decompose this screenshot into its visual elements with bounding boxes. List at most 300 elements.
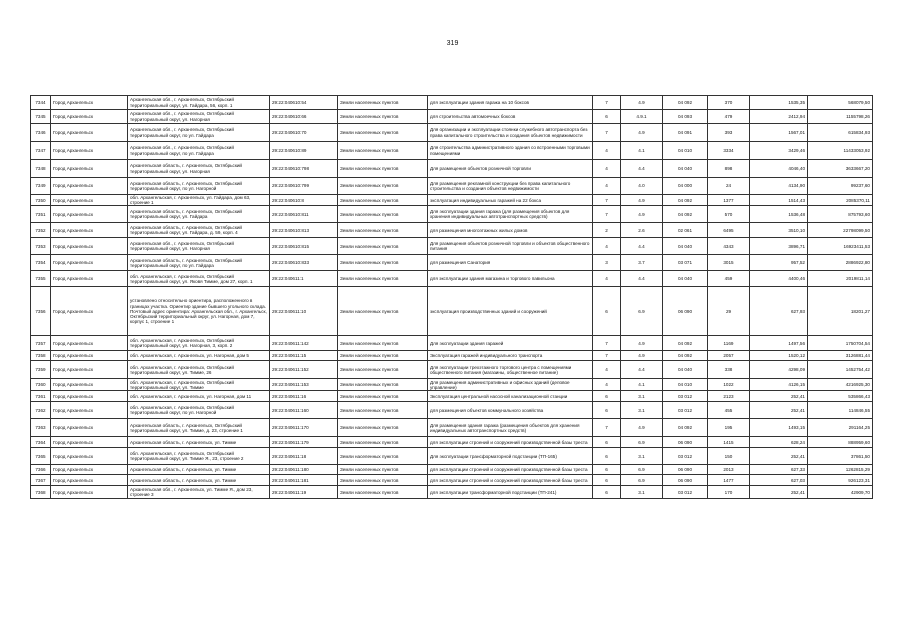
address-cell: Архангельская область, г. Архангельск, Октябрьский территориальный округ, по ул. Нагорной bbox=[128, 178, 270, 195]
cadastral-number-cell: 29:22:040611:18 bbox=[270, 448, 338, 465]
area-cell: 1377 bbox=[708, 195, 750, 206]
area-cell: 459 bbox=[708, 271, 750, 287]
municipality-cell: Город Архангельск bbox=[51, 178, 128, 195]
group-cell: 7 bbox=[593, 206, 621, 223]
cadastral-number-cell: 29:22:040611:179 bbox=[270, 437, 338, 448]
municipality-cell: Город Архангельск bbox=[51, 110, 128, 124]
address-cell: Архангельская область, г. Архангельск, Октябрьский территориальный округ, по ул. Гайдара bbox=[128, 255, 270, 271]
land-category-cell: Земли населенных пунктов bbox=[338, 336, 428, 351]
group-cell: 4 bbox=[593, 142, 621, 160]
group-cell: 3 bbox=[593, 255, 621, 271]
cadastral-number-cell: 29:22:040611:180 bbox=[270, 465, 338, 475]
cadastral-number-cell: 29:22:040610:66 bbox=[270, 110, 338, 124]
municipality-cell: Город Архангельск bbox=[51, 206, 128, 223]
row-number: 7367 bbox=[31, 475, 51, 486]
area-cell: 29 bbox=[708, 287, 750, 336]
area-cell: 6495 bbox=[708, 223, 750, 238]
vri-code-cell: 04 040 bbox=[663, 238, 708, 255]
permitted-use-cell: Для размещения административных и офисных зданий (деловое управление) bbox=[428, 379, 593, 391]
cadastral-number-cell: 29:22:040611:1 bbox=[270, 271, 338, 287]
use-code-cell: 4.9 bbox=[621, 351, 663, 361]
cadastral-value-cell: 114846,55 bbox=[808, 402, 873, 419]
permitted-use-cell: Для размещения рекламной конструкции без права капитального строительства и создания объектов недвижимости bbox=[428, 178, 593, 195]
specific-value-cell: 3429,46 bbox=[750, 142, 808, 160]
table-row bbox=[31, 361, 873, 379]
group-cell: 6 bbox=[593, 287, 621, 336]
cadastral-number-cell: 29:22:040611:160 bbox=[270, 402, 338, 419]
cadastral-value-cell: 3126881,44 bbox=[808, 351, 873, 361]
vri-code-cell: 04 040 bbox=[663, 160, 708, 178]
use-code-cell: 4.4 bbox=[621, 238, 663, 255]
area-cell: 1415 bbox=[708, 437, 750, 448]
address-cell: Архангельская обл., г. Архангельск, Октябрьский территориальный округ, ул. Нагорная bbox=[128, 110, 270, 124]
municipality-cell: Город Архангельск bbox=[51, 255, 128, 271]
use-code-cell: 4.1 bbox=[621, 379, 663, 391]
permitted-use-cell: для эксплуатации строений и сооружений производственной базы треста bbox=[428, 475, 593, 486]
row-number: 7365 bbox=[31, 448, 51, 465]
area-cell: 150 bbox=[708, 448, 750, 465]
vri-code-cell: 04 092 bbox=[663, 96, 708, 110]
cadastral-value-cell: 535866,43 bbox=[808, 391, 873, 402]
row-number: 7359 bbox=[31, 361, 51, 379]
address-cell: обл. Архангельская, г. Архангельск, Октябрьский территориальный округ, по ул. Нагорной bbox=[128, 402, 270, 419]
cadastral-value-table bbox=[30, 95, 873, 499]
use-code-cell: 3.1 bbox=[621, 402, 663, 419]
vri-code-cell: 02 061 bbox=[663, 223, 708, 238]
row-number: 7347 bbox=[31, 142, 51, 160]
cadastral-value-cell: 2085370,11 bbox=[808, 195, 873, 206]
land-category-cell: Земли населенных пунктов bbox=[338, 402, 428, 419]
land-category-cell: Земли населенных пунктов bbox=[338, 271, 428, 287]
cadastral-value-cell: 4216925,30 bbox=[808, 379, 873, 391]
table-row bbox=[31, 336, 873, 351]
use-code-cell: 3.7 bbox=[621, 255, 663, 271]
cadastral-value-cell: 22798099,50 bbox=[808, 223, 873, 238]
permitted-use-cell: для размещения объектов коммунального хозяйства bbox=[428, 402, 593, 419]
use-code-cell: 6.9 bbox=[621, 287, 663, 336]
vri-code-cell: 03 012 bbox=[663, 448, 708, 465]
area-cell: 1169 bbox=[708, 336, 750, 351]
row-number: 7358 bbox=[31, 351, 51, 361]
vri-code-cell: 04 091 bbox=[663, 124, 708, 142]
cadastral-number-cell: 29:22:040611:19 bbox=[270, 486, 338, 499]
group-cell: 6 bbox=[593, 437, 621, 448]
land-category-cell: Земли населенных пунктов bbox=[338, 287, 428, 336]
cadastral-number-cell: 29:22:040611:153 bbox=[270, 379, 338, 391]
specific-value-cell: 627,93 bbox=[750, 287, 808, 336]
vri-code-cell: 06 090 bbox=[663, 287, 708, 336]
land-category-cell: Земли населенных пунктов bbox=[338, 475, 428, 486]
cadastral-number-cell: 29:22:040610:54 bbox=[270, 96, 338, 110]
area-cell: 479 bbox=[708, 110, 750, 124]
row-number: 7357 bbox=[31, 336, 51, 351]
cadastral-value-cell: 926123,31 bbox=[808, 475, 873, 486]
table-row bbox=[31, 195, 873, 206]
land-category-cell: Земли населенных пунктов bbox=[338, 361, 428, 379]
permitted-use-cell: эксплуатация производственных зданий и сооружений bbox=[428, 287, 593, 336]
use-code-cell: 4.9 bbox=[621, 195, 663, 206]
permitted-use-cell: Для эксплуатации здания гаражей bbox=[428, 336, 593, 351]
row-number: 7353 bbox=[31, 238, 51, 255]
table-row bbox=[31, 391, 873, 402]
row-number: 7346 bbox=[31, 124, 51, 142]
municipality-cell: Город Архангельск bbox=[51, 223, 128, 238]
address-cell: обл. Архангельская, г. Архангельск, ул. Гайдара, дом 63, строение 1 bbox=[128, 195, 270, 206]
row-number: 7349 bbox=[31, 178, 51, 195]
table-row bbox=[31, 419, 873, 437]
land-category-cell: Земли населенных пунктов bbox=[338, 160, 428, 178]
cadastral-number-cell: 29:22:040611:152 bbox=[270, 361, 338, 379]
table-row bbox=[31, 402, 873, 419]
vri-code-cell: 03 012 bbox=[663, 402, 708, 419]
permitted-use-cell: для эксплуатации трансформаторной подстанции (ТП-241) bbox=[428, 486, 593, 499]
specific-value-cell: 4126,15 bbox=[750, 379, 808, 391]
area-cell: 24 bbox=[708, 178, 750, 195]
row-number: 7362 bbox=[31, 402, 51, 419]
vri-code-cell: 04 092 bbox=[663, 195, 708, 206]
vri-code-cell: 04 010 bbox=[663, 142, 708, 160]
use-code-cell: 4.4 bbox=[621, 271, 663, 287]
address-cell: обл. Архангельская, г. Архангельск, ул. Нагорная, дом 5 bbox=[128, 351, 270, 361]
group-cell: 4 bbox=[593, 160, 621, 178]
permitted-use-cell: Для организации и эксплуатации стоянки служебного автотранспорта без права капитального строительства и создания объектов недвижимости bbox=[428, 124, 593, 142]
cadastral-number-cell: 29:22:040611:170 bbox=[270, 419, 338, 437]
vri-code-cell: 04 093 bbox=[663, 110, 708, 124]
group-cell: 4 bbox=[593, 361, 621, 379]
use-code-cell: 2.6 bbox=[621, 223, 663, 238]
permitted-use-cell: для эксплуатации здания магазина и торгового павильона bbox=[428, 271, 593, 287]
group-cell: 2 bbox=[593, 223, 621, 238]
group-cell: 4 bbox=[593, 379, 621, 391]
area-cell: 338 bbox=[708, 361, 750, 379]
municipality-cell: Город Архангельск bbox=[51, 419, 128, 437]
cadastral-number-cell: 29:22:040611:181 bbox=[270, 475, 338, 486]
cadastral-number-cell: 29:22:040610:798 bbox=[270, 160, 338, 178]
use-code-cell: 4.9 bbox=[621, 206, 663, 223]
group-cell: 6 bbox=[593, 465, 621, 475]
use-code-cell: 4.9.1 bbox=[621, 110, 663, 124]
address-cell: Архангельская область, г. Архангельск, ул. Тимме bbox=[128, 437, 270, 448]
specific-value-cell: 1520,12 bbox=[750, 351, 808, 361]
land-category-cell: Земли населенных пунктов bbox=[338, 391, 428, 402]
address-cell: обл. Архангельская, г. Архангельск, Октябрьский территориальный округ, ул. Тимме, 26 bbox=[128, 361, 270, 379]
cadastral-value-cell: 11433053,92 bbox=[808, 142, 873, 160]
address-cell: обл. Архангельская, г. Архангельск, Октябрьский территориальный округ, ул. Тимме bbox=[128, 379, 270, 391]
row-number: 7351 bbox=[31, 206, 51, 223]
cadastral-value-cell: 37861,50 bbox=[808, 448, 873, 465]
group-cell: 7 bbox=[593, 96, 621, 110]
land-category-cell: Земли населенных пунктов bbox=[338, 195, 428, 206]
use-code-cell: 4.4 bbox=[621, 361, 663, 379]
land-category-cell: Земли населенных пунктов bbox=[338, 96, 428, 110]
table-row bbox=[31, 287, 873, 336]
municipality-cell: Город Архангельск bbox=[51, 361, 128, 379]
table-row bbox=[31, 465, 873, 475]
table-row bbox=[31, 351, 873, 361]
table-row bbox=[31, 379, 873, 391]
address-cell: Архангельская область, г. Архангельск, ул. Тимме bbox=[128, 465, 270, 475]
specific-value-cell: 1497,56 bbox=[750, 336, 808, 351]
specific-value-cell: 1493,15 bbox=[750, 419, 808, 437]
cadastral-number-cell: 29:22:040611:15 bbox=[270, 351, 338, 361]
municipality-cell: Город Архангельск bbox=[51, 465, 128, 475]
cadastral-value-cell: 291164,25 bbox=[808, 419, 873, 437]
address-cell: установлено относительно ориентира, расположенного в границах участка. Ориентир здание бывшего угольного склада. Почтовый адрес ориентира: Архангельская обл., г. Архангельск, Октябрьский территориальный округ, ул. Нагорная, дом 7, корпус 1, строение 1 bbox=[128, 287, 270, 336]
row-number: 7363 bbox=[31, 419, 51, 437]
group-cell: 4 bbox=[593, 178, 621, 195]
row-number: 7352 bbox=[31, 223, 51, 238]
vri-code-cell: 04 000 bbox=[663, 178, 708, 195]
municipality-cell: Город Архангельск bbox=[51, 124, 128, 142]
permitted-use-cell: для размещения многоэтажных жилых домов bbox=[428, 223, 593, 238]
cadastral-number-cell: 29:22:040611:142 bbox=[270, 336, 338, 351]
cadastral-value-cell: 42909,70 bbox=[808, 486, 873, 499]
use-code-cell: 4.1 bbox=[621, 142, 663, 160]
row-number: 7364 bbox=[31, 437, 51, 448]
cadastral-value-cell: 99237,60 bbox=[808, 178, 873, 195]
address-cell: Архангельская обл., г. Архангельск, Октябрьский территориальный округ, по ул. Гайдара bbox=[128, 142, 270, 160]
area-cell: 898 bbox=[708, 160, 750, 178]
address-cell: Архангельская область, г. Архангельск, ул. Тимме bbox=[128, 475, 270, 486]
permitted-use-cell: Для эксплуатации здания гаража (для размещения объектов для хранения индивидуальных автотранспортных средств) bbox=[428, 206, 593, 223]
table-row bbox=[31, 96, 873, 110]
address-cell: обл. Архангельская, г. Архангельск, Октябрьский территориальный округ, ул. Яковя Тимме, дом 27, корп. 1 bbox=[128, 271, 270, 287]
group-cell: 7 bbox=[593, 336, 621, 351]
table-row bbox=[31, 475, 873, 486]
cadastral-number-cell: 29:22:040610:8 bbox=[270, 195, 338, 206]
cadastral-value-cell: 1452754,42 bbox=[808, 361, 873, 379]
cadastral-number-cell: 29:22:040611:16 bbox=[270, 391, 338, 402]
land-category-cell: Земли населенных пунктов bbox=[338, 223, 428, 238]
row-number: 7356 bbox=[31, 287, 51, 336]
land-category-cell: Земли населенных пунктов bbox=[338, 178, 428, 195]
vri-code-cell: 06 090 bbox=[663, 475, 708, 486]
municipality-cell: Город Архангельск bbox=[51, 271, 128, 287]
permitted-use-cell: для размещения Санатория bbox=[428, 255, 593, 271]
permitted-use-cell: эксплуатация индивидуальных гаражей на 22 бокса bbox=[428, 195, 593, 206]
address-cell: Архангельская область, г. Архангельск, Октябрьский территориальный округ, ул. Гайдара bbox=[128, 206, 270, 223]
cadastral-value-cell: 2886922,80 bbox=[808, 255, 873, 271]
cadastral-number-cell: 29:22:040610:813 bbox=[270, 223, 338, 238]
page-number: 319 bbox=[446, 40, 459, 47]
address-cell: Архангельская обл., г. Архангельск, Октябрьский территориальный округ, по ул. Гайдара bbox=[128, 124, 270, 142]
cadastral-value-cell: 1262815,29 bbox=[808, 465, 873, 475]
specific-value-cell: 628,24 bbox=[750, 437, 808, 448]
municipality-cell: Город Архангельск bbox=[51, 238, 128, 255]
table-row bbox=[31, 110, 873, 124]
cadastral-number-cell: 29:22:040610:815 bbox=[270, 238, 338, 255]
row-number: 7361 bbox=[31, 391, 51, 402]
area-cell: 4343 bbox=[708, 238, 750, 255]
cadastral-value-cell: 1750704,54 bbox=[808, 336, 873, 351]
use-code-cell: 4.0 bbox=[621, 178, 663, 195]
use-code-cell: 3.1 bbox=[621, 448, 663, 465]
cadastral-value-cell: 615834,93 bbox=[808, 124, 873, 142]
area-cell: 170 bbox=[708, 486, 750, 499]
municipality-cell: Город Архангельск bbox=[51, 351, 128, 361]
permitted-use-cell: для строительства автомоечных боксов bbox=[428, 110, 593, 124]
land-category-cell: Земли населенных пунктов bbox=[338, 351, 428, 361]
group-cell: 7 bbox=[593, 124, 621, 142]
table-row bbox=[31, 437, 873, 448]
municipality-cell: Город Архангельск bbox=[51, 486, 128, 499]
municipality-cell: Город Архангельск bbox=[51, 402, 128, 419]
specific-value-cell: 3510,10 bbox=[750, 223, 808, 238]
use-code-cell: 6.9 bbox=[621, 475, 663, 486]
area-cell: 195 bbox=[708, 419, 750, 437]
vri-code-cell: 04 092 bbox=[663, 336, 708, 351]
land-category-cell: Земли населенных пунктов bbox=[338, 419, 428, 437]
row-number: 7344 bbox=[31, 96, 51, 110]
cadastral-number-cell: 29:22:040611:10 bbox=[270, 287, 338, 336]
land-category-cell: Земли населенных пунктов bbox=[338, 124, 428, 142]
table-row bbox=[31, 206, 873, 223]
use-code-cell: 4.9 bbox=[621, 124, 663, 142]
specific-value-cell: 4134,90 bbox=[750, 178, 808, 195]
use-code-cell: 3.1 bbox=[621, 391, 663, 402]
address-cell: обл. Архангельская, г. Архангельск, Октябрьский территориальный округ, ул. Тимме Я., 23, строение 2 bbox=[128, 448, 270, 465]
group-cell: 7 bbox=[593, 351, 621, 361]
use-code-cell: 6.9 bbox=[621, 465, 663, 475]
row-number: 7348 bbox=[31, 160, 51, 178]
table-row bbox=[31, 448, 873, 465]
cadastral-value-cell: 875793,60 bbox=[808, 206, 873, 223]
permitted-use-cell: Эксплуатация центральной насосной канализационной станции bbox=[428, 391, 593, 402]
address-cell: Архангельская обл., г. Архангельск, Октябрьский территориальный округ, ул. Нагорная bbox=[128, 238, 270, 255]
specific-value-cell: 4400,46 bbox=[750, 271, 808, 287]
cadastral-value-cell: 568079,50 bbox=[808, 96, 873, 110]
vri-code-cell: 06 090 bbox=[663, 465, 708, 475]
group-cell: 6 bbox=[593, 110, 621, 124]
permitted-use-cell: для эксплуатации строений и сооружений производственной базы треста bbox=[428, 465, 593, 475]
specific-value-cell: 3896,71 bbox=[750, 238, 808, 255]
group-cell: 6 bbox=[593, 391, 621, 402]
group-cell: 6 bbox=[593, 486, 621, 499]
address-cell: обл. Архангельская, г. Архангельск, Октябрьский территориальный округ, ул. Нагорная, 3, корп. 2 bbox=[128, 336, 270, 351]
specific-value-cell: 252,41 bbox=[750, 448, 808, 465]
land-category-cell: Земли населенных пунктов bbox=[338, 448, 428, 465]
vri-code-cell: 04 010 bbox=[663, 379, 708, 391]
table-row bbox=[31, 142, 873, 160]
land-category-cell: Земли населенных пунктов bbox=[338, 379, 428, 391]
use-code-cell: 6.9 bbox=[621, 437, 663, 448]
vri-code-cell: 03 012 bbox=[663, 486, 708, 499]
group-cell: 4 bbox=[593, 238, 621, 255]
table-row bbox=[31, 255, 873, 271]
group-cell: 6 bbox=[593, 402, 621, 419]
land-category-cell: Земли населенных пунктов bbox=[338, 142, 428, 160]
address-cell: Архангельская область, г. Архангельск, Октябрьский территориальный округ, ул. Нагорная bbox=[128, 160, 270, 178]
specific-value-cell: 957,52 bbox=[750, 255, 808, 271]
municipality-cell: Город Архангельск bbox=[51, 195, 128, 206]
cadastral-value-cell: 3633667,20 bbox=[808, 160, 873, 178]
cadastral-number-cell: 29:22:040610:70 bbox=[270, 124, 338, 142]
vri-code-cell: 03 012 bbox=[663, 391, 708, 402]
area-cell: 393 bbox=[708, 124, 750, 142]
row-number: 7345 bbox=[31, 110, 51, 124]
land-category-cell: Земли населенных пунктов bbox=[338, 206, 428, 223]
specific-value-cell: 1514,43 bbox=[750, 195, 808, 206]
vri-code-cell: 04 092 bbox=[663, 206, 708, 223]
specific-value-cell: 627,03 bbox=[750, 475, 808, 486]
cadastral-value-cell: 2019811,14 bbox=[808, 271, 873, 287]
municipality-cell: Город Архангельск bbox=[51, 448, 128, 465]
land-category-cell: Земли населенных пунктов bbox=[338, 255, 428, 271]
specific-value-cell: 4298,09 bbox=[750, 361, 808, 379]
permitted-use-cell: для эксплуатации строений и сооружений производственной базы треста bbox=[428, 437, 593, 448]
table-row bbox=[31, 223, 873, 238]
specific-value-cell: 1535,35 bbox=[750, 96, 808, 110]
address-cell: Архангельская область, г. Архангельск, Октябрьский территориальный округ, ул. Тимме, д. 23, строение 1 bbox=[128, 419, 270, 437]
use-code-cell: 4.9 bbox=[621, 336, 663, 351]
area-cell: 2123 bbox=[708, 391, 750, 402]
row-number: 7350 bbox=[31, 195, 51, 206]
land-category-cell: Земли населенных пунктов bbox=[338, 465, 428, 475]
permitted-use-cell: Эксплуатация гаражей индивидуального транспорта bbox=[428, 351, 593, 361]
area-cell: 3015 bbox=[708, 255, 750, 271]
cadastral-value-cell: 1155798,26 bbox=[808, 110, 873, 124]
use-code-cell: 3.1 bbox=[621, 486, 663, 499]
vri-code-cell: 04 040 bbox=[663, 361, 708, 379]
permitted-use-cell: Для эксплуатации трехэтажного торгового центра с помещениями общественного питания (магазины, общественное питание) bbox=[428, 361, 593, 379]
specific-value-cell: 1536,48 bbox=[750, 206, 808, 223]
municipality-cell: Город Архангельск bbox=[51, 475, 128, 486]
specific-value-cell: 252,41 bbox=[750, 391, 808, 402]
specific-value-cell: 1567,01 bbox=[750, 124, 808, 142]
cadastral-value-cell: 16923411,53 bbox=[808, 238, 873, 255]
cadastral-number-cell: 29:22:040610:799 bbox=[270, 178, 338, 195]
vri-code-cell: 04 040 bbox=[663, 271, 708, 287]
address-cell: обл. Архангельская, г. Архангельск, ул. Нагорная, дом 11 bbox=[128, 391, 270, 402]
table-row bbox=[31, 124, 873, 142]
table-row bbox=[31, 238, 873, 255]
use-code-cell: 4.4 bbox=[621, 160, 663, 178]
permitted-use-cell: Для размещения здания гаража (размещения объектов для хранения индивидуальных автотранспортных средств) bbox=[428, 419, 593, 437]
vri-code-cell: 03 071 bbox=[663, 255, 708, 271]
table-row bbox=[31, 271, 873, 287]
area-cell: 3334 bbox=[708, 142, 750, 160]
land-category-cell: Земли населенных пунктов bbox=[338, 110, 428, 124]
land-category-cell: Земли населенных пунктов bbox=[338, 486, 428, 499]
group-cell: 6 bbox=[593, 448, 621, 465]
area-cell: 455 bbox=[708, 402, 750, 419]
specific-value-cell: 4046,40 bbox=[750, 160, 808, 178]
municipality-cell: Город Архангельск bbox=[51, 96, 128, 110]
municipality-cell: Город Архангельск bbox=[51, 287, 128, 336]
table-row bbox=[31, 160, 873, 178]
land-category-cell: Земли населенных пунктов bbox=[338, 437, 428, 448]
municipality-cell: Город Архангельск bbox=[51, 142, 128, 160]
cadastral-value-cell: 888959,60 bbox=[808, 437, 873, 448]
area-cell: 2057 bbox=[708, 351, 750, 361]
area-cell: 570 bbox=[708, 206, 750, 223]
permitted-use-cell: Для размещения объектов розничной торговли и объектов общественного питания bbox=[428, 238, 593, 255]
municipality-cell: Город Архангельск bbox=[51, 437, 128, 448]
vri-code-cell: 04 092 bbox=[663, 351, 708, 361]
group-cell: 6 bbox=[593, 475, 621, 486]
specific-value-cell: 252,41 bbox=[750, 486, 808, 499]
permitted-use-cell: для эксплуатации здания гаража на 10 боксов bbox=[428, 96, 593, 110]
vri-code-cell: 06 090 bbox=[663, 437, 708, 448]
vri-code-cell: 04 092 bbox=[663, 419, 708, 437]
table-row bbox=[31, 486, 873, 499]
cadastral-value-cell: 18201,27 bbox=[808, 287, 873, 336]
permitted-use-cell: Для строительства административного здания со встроенными торговыми помещениями bbox=[428, 142, 593, 160]
group-cell: 7 bbox=[593, 419, 621, 437]
address-cell: Архангельская обл., г. Архангельск, Октябрьский территориальный округ, ул. Гайдара, 56, корп. 1 bbox=[128, 96, 270, 110]
address-cell: Архангельская область, г. Архангельск, Октябрьский территориальный округ, ул. Гайдара, д. 59, корп. 4 bbox=[128, 223, 270, 238]
area-cell: 370 bbox=[708, 96, 750, 110]
